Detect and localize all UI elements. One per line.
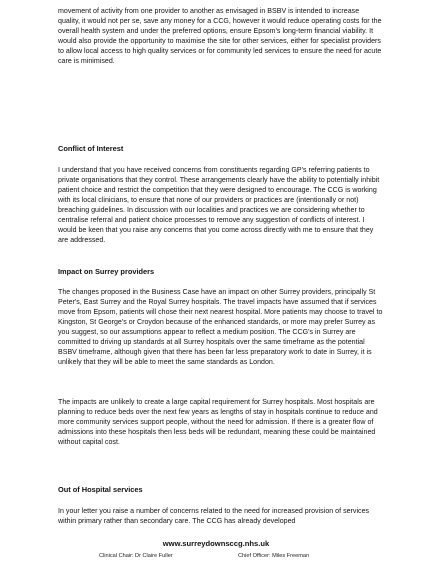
- footer-chief-officer: Chief Officer: Miles Freeman: [238, 553, 310, 559]
- conflict-paragraph: I understand that you have received concerns from constituents regarding GP's referring patients to private organisations that they control. These arrangements clearly have the ability to potentially inhibit patient choice and restrict the competition that they were designed to encourage. The CCG is working with its local clinicians, to ensure that none of our providers or practices are (intentionally or not) breaching guidelines. In discussion with our localities and practices we are considering whether to centralise referral and patient choice processes to remove any suggestion of conflicts of interest. I would be keen that you raise any concerns that you come across directly with me to ensure that they are addressed.: [58, 167, 380, 244]
- footer-clinical-chair: Clinical Chair: Dr Claire Fuller: [99, 553, 173, 559]
- footer-website: www.surreydownsccg.nhs.uk: [162, 539, 270, 548]
- ooh-paragraph: In your letter you raise a number of concerns related to the need for increased provision of services within primary rather than secondary care. The CCG has already developed: [58, 508, 370, 525]
- surrey-paragraph-1: The changes proposed in the Business Case have an impact on other Surrey providers, principally St Peter's, East Surrey and the Royal Surrey hospitals. The travel impacts have assumed that if services move from Epsom, patients will chose their next nearest hospital. More patients may choose to travel to Kingston, St George's or Croydon because of the enhanced standards, or more may prefer Surrey as you suggest, so our assumptions appear to reflect a medium position. The CCG's in Surrey are committed to driving up standards at all Surrey hospitals over the same timeframe as the potential BSBV timeframe, although given that there has been far less preparatory work to date in Surrey, it is unlikely that they will be able to meet the same standards as London.: [58, 289, 383, 366]
- surrey-heading: Impact on Surrey providers: [58, 267, 155, 276]
- intro-paragraph: movement of activity from one provider to another as envisaged in BSBV is intended to increase quality, it would not per se, save any money for a CCG, however it would reduce operating costs for the overall health system and under the preferred options, ensure Epsom's long-term financial viability. It would also provide the opportunity to maximise the site for other services, either for specialist providers to allow local access to high quality services or for community led services to ensure the need for acute care is minimised.: [58, 8, 382, 65]
- ooh-heading: Out of Hospital services: [58, 485, 143, 494]
- conflict-heading: Conflict of Interest: [58, 144, 124, 153]
- surrey-paragraph-2: The impacts are unlikely to create a large capital requirement for Surrey hospitals. Most hospitals are planning to reduce beds over the next few years as lengths of stay in hospitals continue to reduce and more community services support people, without the need for admission. If there is a greater flow of admissions into these hospitals then less beds will be redundant, meaning these could be maintained without capital cost.: [58, 399, 378, 446]
